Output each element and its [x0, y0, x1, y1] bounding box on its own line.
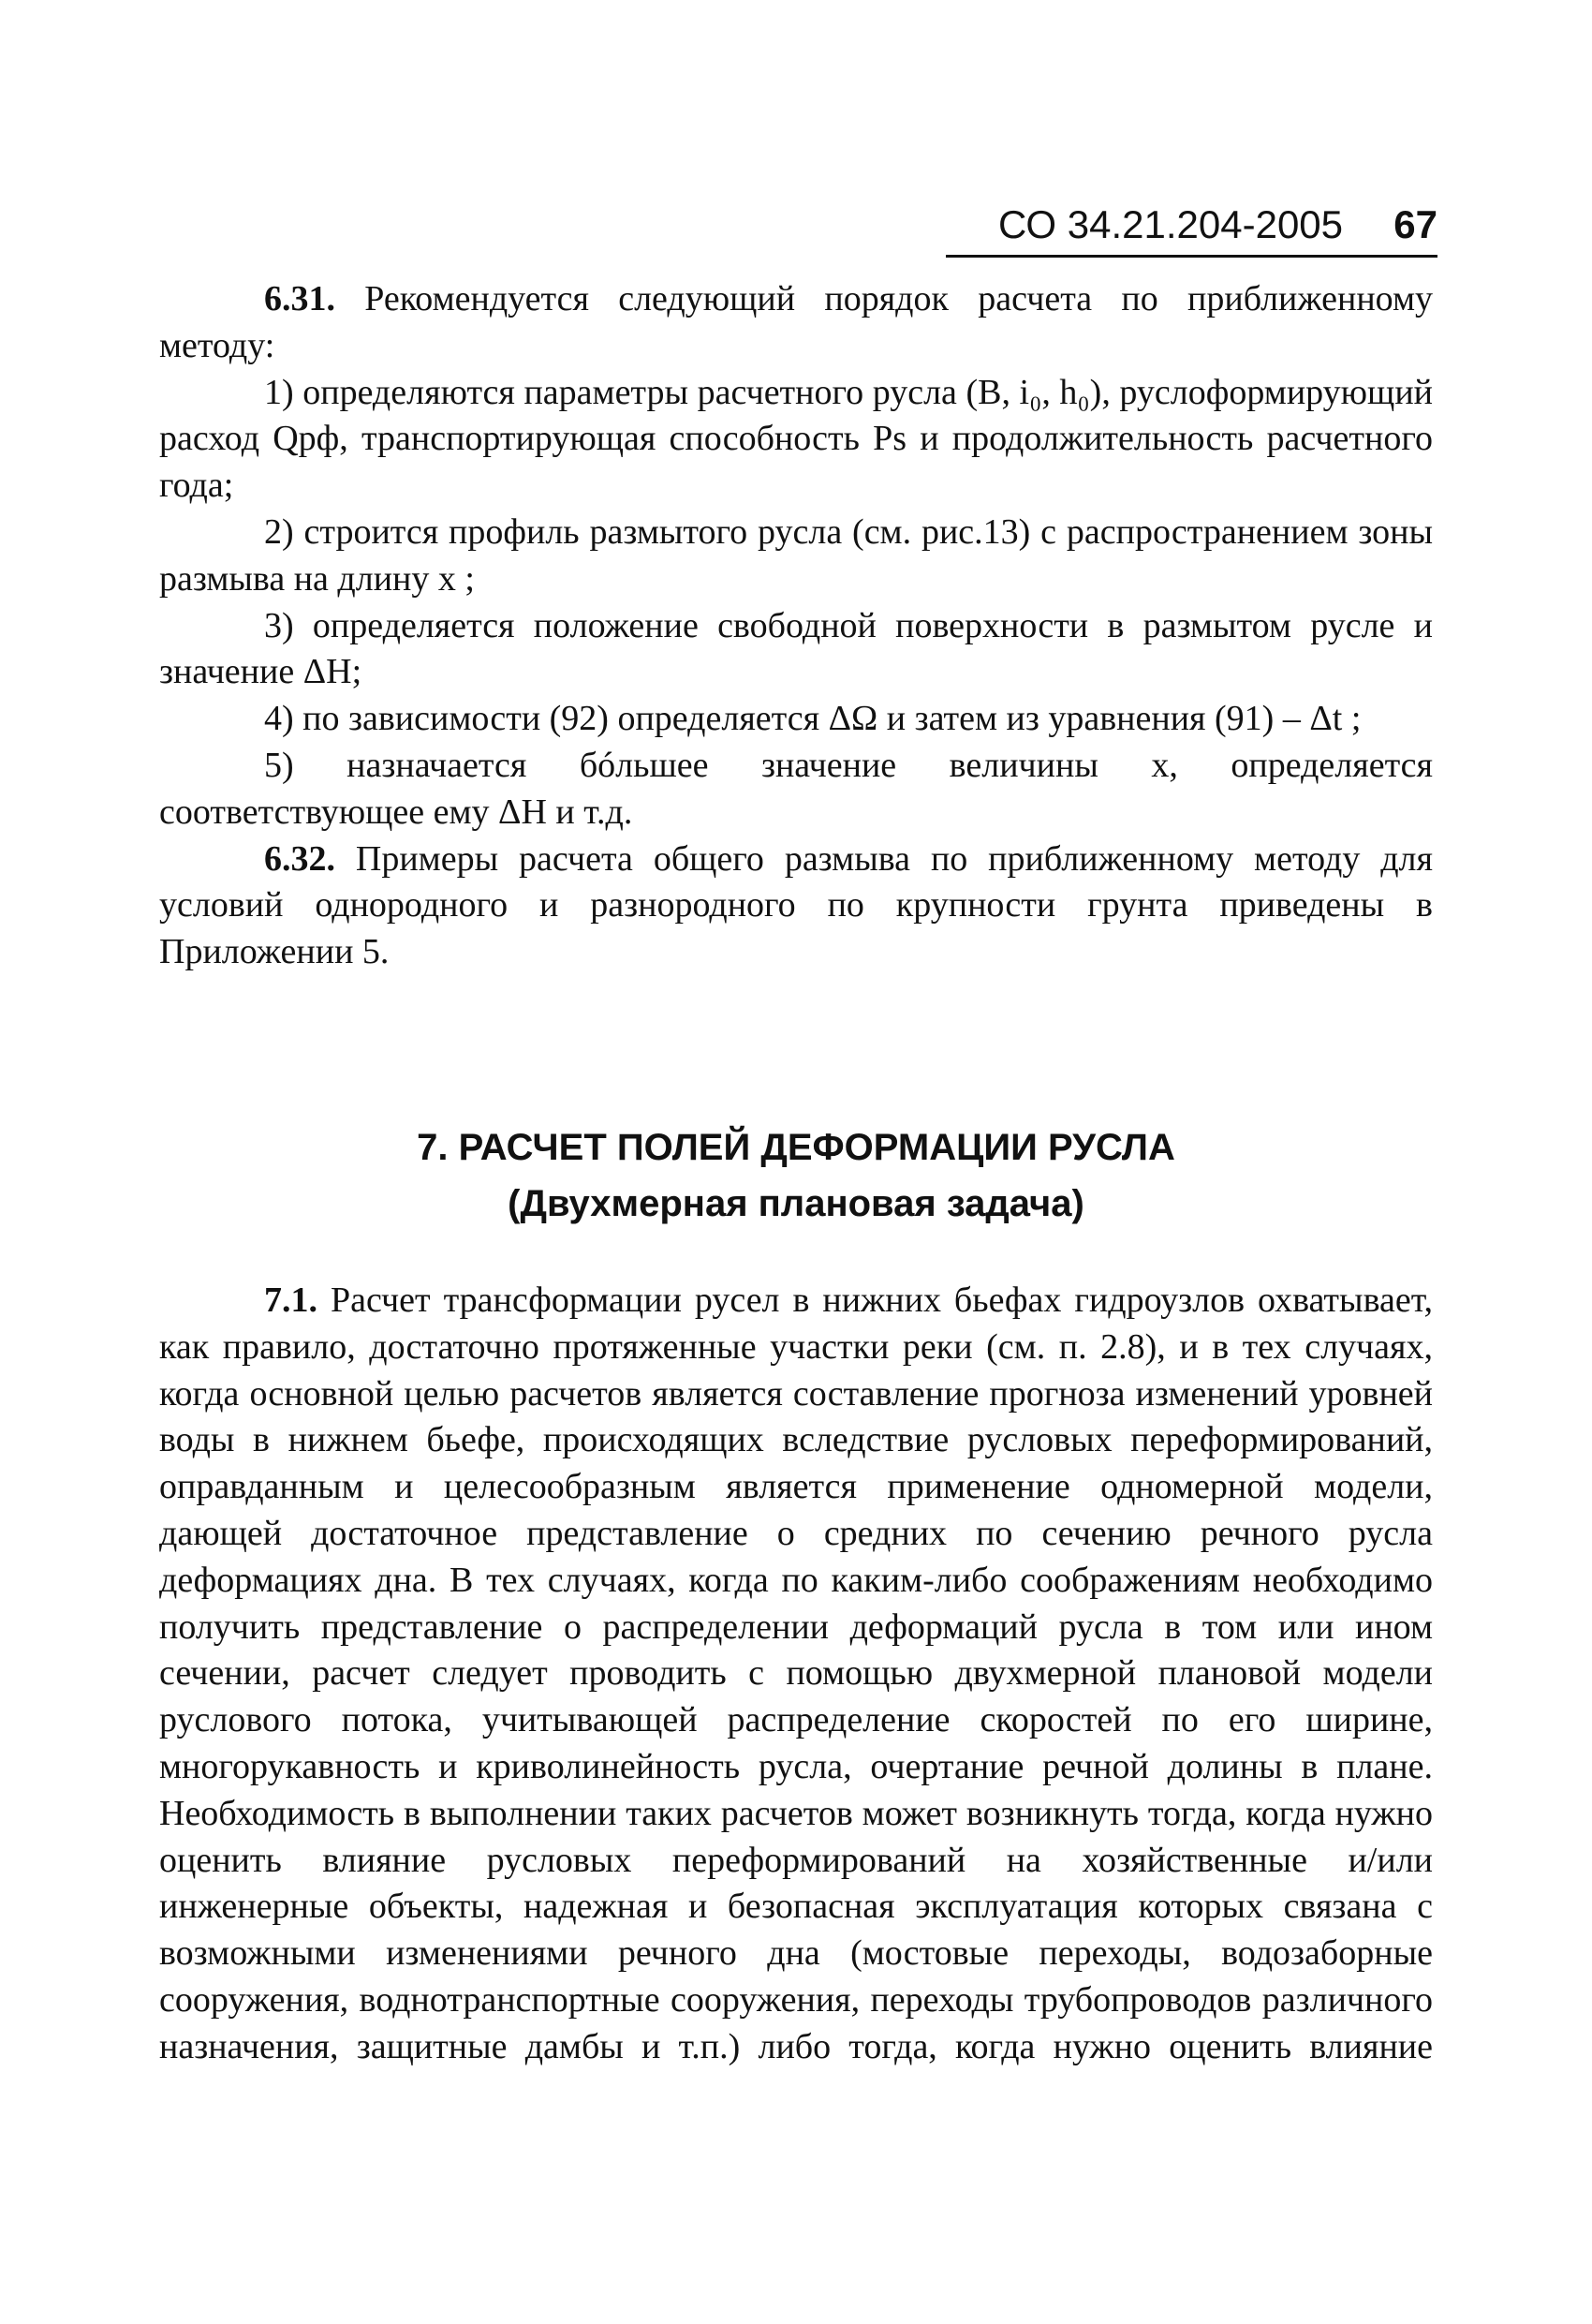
step-1: 1) определяются параметры расчетного русла (B, i₀, h₀), руслоформирующий расход Qрф, транспортирующая способность Ps и продолжительность расчетного года; [159, 372, 1433, 506]
step-5: 5) назначается бóльшее значение величины x, определяется соответствующее ему ΔH и т.д. [159, 745, 1433, 832]
section-subtitle: (Двухмерная плановая задача) [508, 1183, 1084, 1224]
paragraph-number: 6.32. [264, 838, 335, 879]
section-6-text [159, 276, 1433, 976]
paragraph-text: Расчет трансформации русел в нижних бьефах гидроузлов охватывает, как правило, достаточно протяженные участки реки (см. п. 2.8), и в тех случаях, когда основной целью расчетов является составление прогноза изменений уровней воды в нижнем бьефе, происходящих вследствие русловых переформирований, оправданным и целесообразным является применение одномерной модели, дающей достаточное представление о средних по сечению речного русла деформациях дна. В тех случаях, когда по каким-либо соображениям необходимо получить представление о распределении деформаций русла в том или ином сечении, расчет следует проводить с помощью двухмерной плановой модели руслового потока, учитывающей распределение скоростей по его ширине, многорукавность и криволинейность русла, очертание речной долины в плане. Необходимость в выполнении таких расчетов может возникнуть тогда, когда нужно оценить влияние русловых переформирований на хозяйственные и/или инженерные объекты, надежная и безопасная эксплуатация которых связана с возможными изменениями речного дна (мостовые переходы, водозаборные сооружения, воднотранспортные сооружения, переходы трубопроводов различного назначения, защитные дамбы и т.п.) либо тогда, когда нужно оценить влияние [159, 1280, 1433, 2066]
step-4: 4) по зависимости (92) определяется ΔΩ и затем из уравнения (91) – Δt ; [264, 699, 1362, 739]
step-3: 3) определяется положение свободной поверхности в размытом русле и значение ΔH; [159, 605, 1433, 692]
section-7-heading [159, 1119, 1433, 1232]
running-header [946, 199, 1437, 258]
paragraph-7-1 [159, 1278, 1433, 2071]
page-number: 67 [1393, 202, 1437, 246]
paragraph-text: Примеры расчета общего размыва по приближенному методу для условий однородного и разнородного по крупности грунта приведены в Приложении 5. [159, 838, 1433, 972]
paragraph-6-32 [159, 836, 1433, 976]
section-7-text [159, 1278, 1433, 2071]
section-title: 7. РАСЧЕТ ПОЛЕЙ ДЕФОРМАЦИИ РУСЛА [417, 1127, 1175, 1168]
paragraph-number: 6.31. [264, 279, 335, 318]
step-2: 2) строится профиль размытого русла (см. рис.13) с распространением зоны размыва на длину x ; [159, 511, 1433, 599]
paragraph-6-31 [159, 276, 1433, 370]
paragraph-text: Рекомендуется следующий порядок расчета по приближенному методу: [159, 279, 1433, 365]
document-code: СО 34.21.204-2005 [998, 202, 1344, 246]
paragraph-number: 7.1. [264, 1280, 317, 1320]
